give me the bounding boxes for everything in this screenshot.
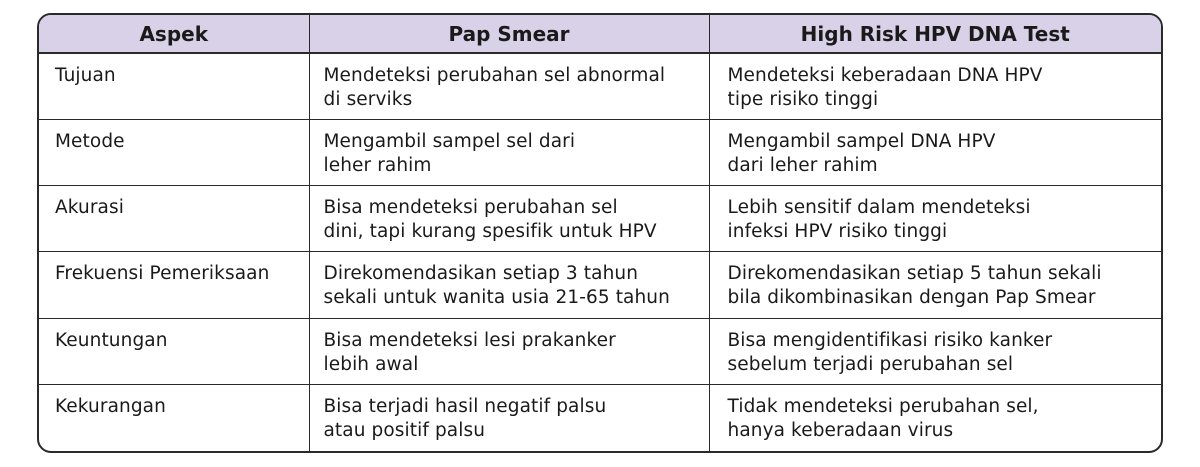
comparison-table xyxy=(37,13,1163,453)
cell-pap-smear: Bisa terjadi hasil negatif palsu atau positif palsu xyxy=(309,385,709,451)
table-row xyxy=(39,119,1161,185)
cell-aspek: Tujuan xyxy=(39,53,309,119)
cell-hpv-test: Mengambil sampel DNA HPV dari leher rahim xyxy=(709,119,1161,185)
table-row xyxy=(39,318,1161,384)
cell-aspek: Frekuensi Pemeriksaan xyxy=(39,252,309,318)
cell-aspek: Kekurangan xyxy=(39,385,309,451)
header-hpv-test: High Risk HPV DNA Test xyxy=(709,15,1161,53)
table-row xyxy=(39,385,1161,451)
comparison-table-grid xyxy=(39,15,1161,451)
cell-aspek: Keuntungan xyxy=(39,318,309,384)
header-aspek: Aspek xyxy=(39,15,309,53)
cell-aspek: Metode xyxy=(39,119,309,185)
cell-hpv-test: Direkomendasikan setiap 5 tahun sekali bila dikombinasikan dengan Pap Smear xyxy=(709,252,1161,318)
cell-hpv-test: Mendeteksi keberadaan DNA HPV tipe risiko tinggi xyxy=(709,53,1161,119)
cell-hpv-test: Bisa mengidentifikasi risiko kanker sebelum terjadi perubahan sel xyxy=(709,318,1161,384)
table-row xyxy=(39,186,1161,252)
cell-hpv-test: Tidak mendeteksi perubahan sel, hanya keberadaan virus xyxy=(727,396,1039,442)
header-row xyxy=(39,15,1161,53)
cell-pap-smear: Mendeteksi perubahan sel abnormal di serviks xyxy=(309,53,709,119)
header-pap-smear: Pap Smear xyxy=(309,15,709,53)
table-row xyxy=(39,53,1161,119)
cell-pap-smear: Mengambil sampel sel dari leher rahim xyxy=(309,119,709,185)
cell-pap-smear: Direkomendasikan setiap 3 tahun sekali untuk wanita usia 21-65 tahun xyxy=(309,252,709,318)
table-row xyxy=(39,252,1161,318)
cell-hpv-test: Lebih sensitif dalam mendeteksi infeksi HPV risiko tinggi xyxy=(709,186,1161,252)
cell-pap-smear: Bisa mendeteksi perubahan sel dini, tapi kurang spesifik untuk HPV xyxy=(309,186,709,252)
cell-aspek: Akurasi xyxy=(39,186,309,252)
cell-pap-smear: Bisa mendeteksi lesi prakanker lebih awal xyxy=(309,318,709,384)
